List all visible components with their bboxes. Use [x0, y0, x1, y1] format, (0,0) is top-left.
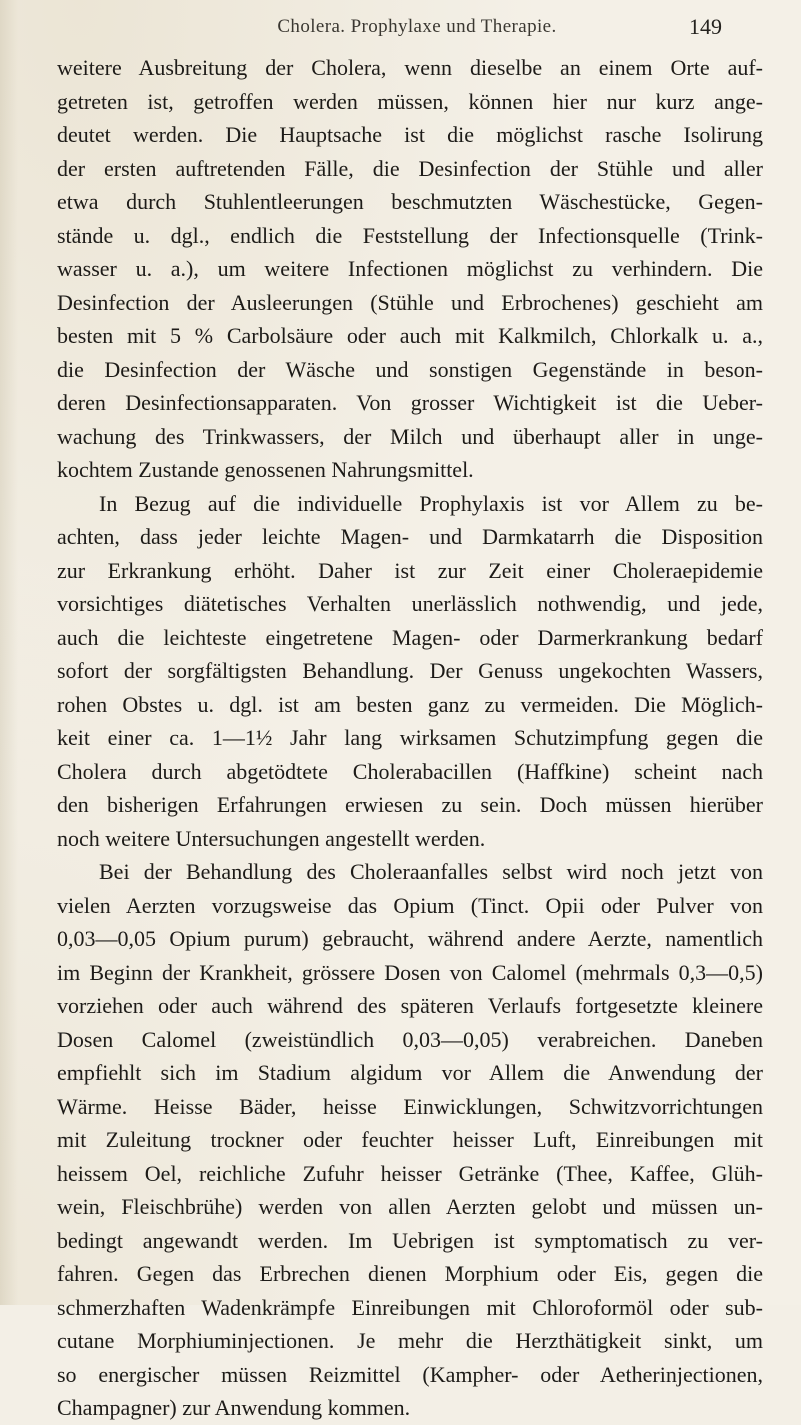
header-title: Cholera. Prophylaxe und Therapie. — [277, 16, 557, 37]
text-line: etwa durch Stuhlentleerungen beschmutzten Wäschestücke, Gegen- — [57, 189, 763, 214]
text-line: im Beginn der Krankheit, grössere Dosen von Calomel (mehrmals 0,3—0,5) — [57, 959, 763, 985]
text-line: 0,03—0,05 Opium purum) gebraucht, während andere Aerzte, namentlich — [57, 926, 763, 951]
text-line: mit Zuleitung trockner oder feuchter heisser Luft, Einreibungen mit — [57, 1127, 763, 1152]
text-line: besten mit 5 % Carbolsäure oder auch mit Kalkmilch, Chlorkalk u. a., — [57, 323, 763, 348]
text-line: schmerzhaften Wadenkrämpfe Einreibungen mit Chloroformöl oder sub- — [57, 1294, 763, 1320]
text-line: In Bezug auf die individuelle Prophylaxis ist vor Allem zu be- — [99, 490, 763, 516]
text-line: Champagner) zur Anwendung kommen. — [57, 1395, 411, 1420]
text-line: heissem Oel, reichliche Zufuhr heisser Getränke (Thee, Kaffee, Glüh- — [57, 1160, 763, 1186]
text-line: wasser u. a.), um weitere Infectionen möglichst zu verhindern. Die — [57, 256, 763, 281]
text-line: zur Erkrankung erhöht. Daher ist zur Zeit einer Choleraepidemie — [57, 557, 763, 583]
text-line: rohen Obstes u. dgl. ist am besten ganz zu vermeiden. Die Möglich- — [57, 691, 763, 717]
body-text — [57, 51, 763, 1425]
text-line: deren Desinfectionsapparaten. Von grosser Wichtigkeit ist die Ueber- — [57, 390, 763, 415]
text-line: vorziehen oder auch während des späteren Verlaufs fortgesetzte kleinere — [57, 993, 763, 1018]
text-line: so energischer müssen Reizmittel (Kampher- oder Aetherinjectionen, — [57, 1361, 763, 1387]
text-line: getreten ist, getroffen werden müssen, können hier nur kurz ange- — [57, 88, 763, 114]
text-line: fahren. Gegen das Erbrechen dienen Morphium oder Eis, gegen die — [57, 1261, 763, 1286]
text-line: Bei der Behandlung des Choleraanfalles selbst wird noch jetzt von — [99, 859, 763, 884]
text-line: vielen Aerzten vorzugsweise das Opium (Tinct. Opii oder Pulver von — [57, 892, 763, 918]
text-line: kochtem Zustande genossenen Nahrungsmittel. — [57, 457, 474, 482]
text-line: der ersten auftretenden Fälle, die Desinfection der Stühle und aller — [57, 155, 763, 181]
text-line: wachung des Trinkwassers, der Milch und überhaupt aller in unge- — [57, 423, 763, 449]
text-line: stände u. dgl., endlich die Feststellung der Infectionsquelle (Trink- — [57, 222, 763, 248]
text-line: keit einer ca. 1—1½ Jahr lang wirksamen Schutzimpfung gegen die — [57, 725, 763, 750]
text-line: die Desinfection der Wäsche und sonstigen Gegenstände in beson- — [57, 356, 763, 382]
text-line: auch die leichteste eingetretene Magen- oder Darmerkrankung bedarf — [57, 624, 763, 650]
text-line: noch weitere Untersuchungen angestellt werden. — [57, 825, 486, 851]
text-line: den bisherigen Erfahrungen erwiesen zu sein. Doch müssen hierüber — [57, 792, 763, 817]
text-line: empfiehlt sich im Stadium algidum vor Allem die Anwendung der — [57, 1060, 763, 1085]
page-number: 149 — [689, 14, 722, 39]
text-line: Wärme. Heisse Bäder, heisse Einwicklungen, Schwitzvorrichtungen — [57, 1093, 763, 1119]
text-line: Cholera durch abgetödtete Cholerabacillen (Haffkine) scheint nach — [57, 758, 763, 784]
running-header — [112, 16, 722, 46]
text-line: bedingt angewandt werden. Im Uebrigen ist symptomatisch zu ver- — [57, 1227, 763, 1253]
text-line: Desinfection der Ausleerungen (Stühle und Erbrochenes) geschieht am — [57, 289, 763, 315]
text-line: weitere Ausbreitung der Cholera, wenn dieselbe an einem Orte auf- — [57, 55, 763, 80]
text-line: cutane Morphiuminjectionen. Je mehr die Herzthätigkeit sinkt, um — [57, 1328, 763, 1353]
scan-edge-shadow — [0, 0, 18, 1305]
text-line: sofort der sorgfältigsten Behandlung. Der Genuss ungekochten Wassers, — [57, 658, 763, 683]
text-line: deutet werden. Die Hauptsache ist die möglichst rasche Isolirung — [57, 122, 763, 147]
text-line: wein, Fleischbrühe) werden von allen Aerzten gelobt und müssen un- — [57, 1194, 763, 1219]
text-line: achten, dass jeder leichte Magen- und Darmkatarrh die Disposition — [57, 524, 763, 549]
text-line: Dosen Calomel (zweistündlich 0,03—0,05) verabreichen. Daneben — [57, 1026, 763, 1052]
text-line: vorsichtiges diätetisches Verhalten unerlässlich nothwendig, und jede, — [57, 591, 763, 616]
